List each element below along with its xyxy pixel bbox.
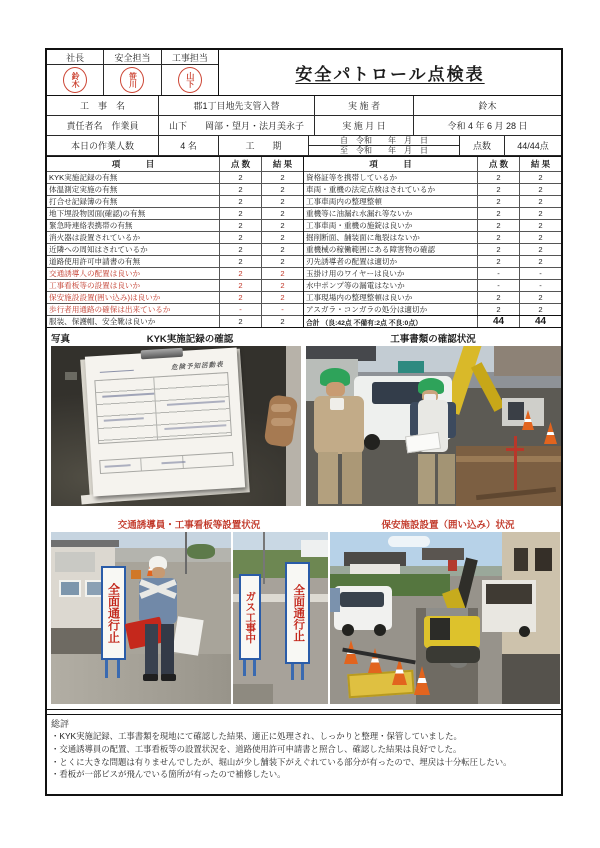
checklist-value: 44 (477, 316, 519, 327)
gas-work-sign-text: ガス工事中 (244, 590, 257, 644)
checklist-row (47, 207, 303, 219)
excavator-tracks (426, 646, 480, 663)
shoe (143, 674, 158, 681)
sign-leg (243, 660, 246, 676)
sign-leg (291, 664, 294, 680)
date-value: 令和 4 年 6 月 28 日 (447, 121, 528, 131)
checklist-value: 2 (261, 184, 303, 195)
shoe (161, 674, 176, 681)
photo-caption-documents: 工事書類の確認状況 (390, 334, 476, 345)
trench-soil (456, 446, 561, 506)
checklist-item-label: 工事看板等の設置は良いか (49, 281, 141, 290)
checklist-item-label: 水中ポンプ等の漏電はないか (306, 281, 405, 290)
project-name-value: 郡1丁目地先支管入替 (159, 96, 315, 115)
checklist-value: 2 (519, 304, 561, 315)
wall-shadow (502, 654, 560, 704)
checklist-item-label: KYK実施記録の有無 (49, 173, 118, 182)
wheel (364, 434, 380, 450)
gas-work-sign (239, 574, 261, 660)
checklist-value: 2 (477, 232, 519, 243)
checklist-value: - (477, 280, 519, 291)
checklist-value: 2 (261, 292, 303, 303)
photo-shape (330, 398, 344, 410)
photo-caption-kyk: KYK実施記録の確認 (146, 334, 234, 345)
kyk-paper-title: 危険予知活動表 (171, 361, 224, 372)
checklist-total-row (304, 315, 561, 327)
road-shadow (233, 684, 273, 704)
checklist-row (304, 195, 561, 207)
checklist-value: 2 (519, 232, 561, 243)
checklist-row (304, 279, 561, 291)
result-header: 結 果 (519, 157, 561, 171)
checklist-item-label: 工事車両内の整理整頓 (306, 197, 382, 206)
trench-edge (456, 456, 561, 462)
president-seal-stamp: 鈴木 (63, 67, 87, 93)
paper-footer-grid (99, 452, 234, 474)
header-row-project (47, 96, 561, 116)
checklist-value: 2 (519, 184, 561, 195)
road-closed-sign (285, 562, 310, 664)
stamp-label: 工事担当 (162, 50, 218, 65)
checklist-item-label: 工事現場内の整理整頓は良いか (306, 293, 413, 302)
sign-leg (117, 660, 120, 678)
period-dates (309, 136, 460, 155)
photo-caption-barricade: 保安施設設置（囲い込み）状況 (381, 520, 515, 531)
stamp-area (162, 65, 218, 95)
checklist-row (304, 291, 561, 303)
truck-cargo (486, 584, 532, 604)
checklist-item-label: 服装、保護帽、安全靴は良いか (49, 317, 156, 326)
checklist-value: 2 (477, 304, 519, 315)
checklist-row (47, 279, 303, 291)
checklist-item-label: 刃先誘導者の配置は適切か (306, 257, 398, 266)
checklist-value: - (519, 268, 561, 279)
building (494, 346, 561, 376)
window (514, 548, 528, 571)
result-header: 結 果 (261, 157, 303, 171)
period-to: 至 令和 年 月 日 (340, 145, 428, 155)
checklist-value: 2 (261, 316, 303, 327)
manager-value: 山下 岡部・望月・法月美永子 (159, 116, 315, 135)
checklist-item-label: 近隣への周知はされているか (49, 245, 148, 254)
sign-leg (105, 660, 108, 678)
project-name-label: 工 事 名 (47, 96, 159, 115)
checklist-left-rows (47, 171, 303, 327)
excavator-roof (426, 608, 468, 616)
photo-shape (65, 372, 77, 380)
road-closed-sign (101, 566, 126, 660)
checklist-value: 2 (477, 196, 519, 207)
checklist-value: 2 (261, 220, 303, 231)
stamp-col-construction (162, 50, 218, 95)
checklist-value: 2 (261, 196, 303, 207)
item-header: 項 目 (111, 159, 155, 169)
checklist-value: 2 (219, 220, 261, 231)
roof (422, 548, 464, 560)
checklist-value: 2 (219, 280, 261, 291)
checklist-item-label: 保安施設設置(囲い込み)は良いか (49, 293, 161, 302)
checklist-item-label: 重機械の稼働範囲にある障害物の確認 (306, 245, 436, 254)
checklist-value: 2 (219, 256, 261, 267)
conductor-value: 鈴木 (478, 101, 497, 111)
header-row-workers (47, 136, 561, 156)
checklist-value: - (519, 280, 561, 291)
checklist-row (47, 219, 303, 231)
checklist-item-label: 歩行者用通路の確保は出来ているか (49, 305, 171, 314)
checklist-value: 2 (219, 232, 261, 243)
checklist-left (47, 157, 304, 327)
photo-shape (448, 560, 457, 571)
checklist-row (304, 255, 561, 267)
checklist-item-label: 体温測定実施の有無 (49, 185, 118, 194)
clipboard-clip (141, 348, 183, 360)
checklist-value: 2 (261, 280, 303, 291)
worker2-leg (418, 454, 435, 504)
finger (271, 418, 293, 426)
checklist-value: 2 (519, 292, 561, 303)
checklist-row (47, 303, 303, 315)
checklist-value: 2 (219, 184, 261, 195)
checklist-item-label: 工事車両・重機の施錠は良いか (306, 221, 413, 230)
checklist-item-label: 交通誘導人の配置は良いか (49, 269, 141, 278)
kyk-paper (85, 347, 245, 496)
checklist-row (304, 243, 561, 255)
safety-seal-stamp: 笹川 (120, 67, 144, 93)
checklist-row (47, 243, 303, 255)
photo-section (47, 328, 561, 710)
checklist-row (47, 231, 303, 243)
checklist-value: 2 (219, 268, 261, 279)
checklist-value: 2 (261, 172, 303, 183)
photo-shape (100, 370, 134, 373)
checklist-value: 2 (219, 196, 261, 207)
guard-leg (145, 624, 158, 676)
checklist-row (304, 171, 561, 183)
stamp-col-safety (104, 50, 161, 95)
white-flag (172, 616, 203, 656)
checklist-value: 2 (519, 220, 561, 231)
form-header (47, 50, 561, 96)
photo-signs (233, 532, 328, 704)
checklist-value: 2 (219, 208, 261, 219)
utility-pole (263, 532, 265, 584)
checklist-value: 2 (477, 184, 519, 195)
page-title: 安全パトロール点検表 (295, 65, 485, 84)
checklist-value: 2 (519, 196, 561, 207)
checklist-left-header (47, 157, 303, 171)
checklist-item-label: 掘削断面、舗装面に亀裂はないか (306, 233, 420, 242)
photo-caption-traffic: 交通誘導員・工事看板等設置状況 (117, 520, 261, 531)
stamp-area (104, 65, 160, 95)
window (398, 361, 424, 373)
checklist-row (47, 267, 303, 279)
photo-kyk-record (51, 346, 301, 506)
workers-value: 4 名 (159, 136, 219, 155)
guard-face (152, 567, 165, 578)
checklist-value: 2 (261, 208, 303, 219)
checklist-value: - (219, 304, 261, 315)
score-header: 点 数 (477, 157, 519, 171)
wheel (374, 624, 386, 636)
checklist-item-label: 重機等に油漏れ水漏れ等ないか (306, 209, 413, 218)
worker1-face (326, 382, 345, 397)
wheel (342, 624, 354, 636)
excavator-window (430, 618, 450, 640)
photo-shape (506, 448, 524, 451)
score-label: 点数 (460, 136, 505, 155)
handwriting-mark (164, 424, 226, 430)
photo-document-check (306, 346, 561, 506)
workers-label: 本日の作業人数 (47, 136, 159, 155)
road (51, 654, 231, 704)
handwriting-mark (104, 417, 144, 421)
marker-pole (514, 436, 517, 490)
window (59, 580, 81, 597)
cab-window (508, 402, 524, 420)
checklist-item-label: 打合せ記録簿の有無 (49, 197, 118, 206)
checklist-value: 2 (261, 244, 303, 255)
distant-machine (131, 570, 141, 579)
checklist-value: 2 (219, 292, 261, 303)
checklist-value: 2 (519, 244, 561, 255)
checklist-value: 2 (519, 172, 561, 183)
checklist-value: - (261, 304, 303, 315)
guard-leg (161, 624, 174, 676)
paper-table-grid (94, 372, 232, 444)
finger (271, 404, 291, 412)
checklist-item-label: 消火器は設置されているか (49, 233, 141, 242)
traffic-cone (544, 422, 557, 444)
checklist-value: 2 (219, 316, 261, 327)
checklist-table (47, 156, 561, 328)
sign-leg (301, 664, 304, 680)
checklist-value: 2 (219, 244, 261, 255)
checklist-row (47, 195, 303, 207)
stamp-col-president (47, 50, 104, 95)
sign-leg (253, 660, 256, 676)
checklist-right-rows (304, 171, 561, 327)
construction-seal-stamp: 山下 (178, 67, 202, 93)
summary-label: 総評 (51, 719, 70, 729)
distant-worker (330, 588, 340, 612)
stamp-label: 社長 (47, 50, 103, 65)
van-window (340, 592, 384, 607)
worker1-leg (342, 452, 362, 504)
photo-barricade (330, 532, 560, 704)
photo-section-label: 写真 (51, 334, 71, 345)
checklist-row (304, 219, 561, 231)
photo-shape (153, 378, 158, 440)
roof (51, 540, 119, 547)
checklist-value: 44 (519, 316, 561, 327)
manager-label: 責任者名 作業員 (47, 116, 159, 135)
checklist-row (47, 291, 303, 303)
score-header: 点 数 (219, 157, 261, 171)
checklist-row (304, 303, 561, 315)
checklist-item-label: 道路使用許可申請書の有無 (49, 257, 141, 266)
checklist-value: - (477, 268, 519, 279)
road-closed-sign-text: 全面通行止 (106, 583, 121, 643)
item-header: 項 目 (369, 159, 412, 169)
checklist-item-label: 合計 （良:42点 不備有:2点 不良:0点） (306, 319, 422, 327)
utility-pole (185, 532, 187, 574)
photo-traffic-guard (51, 532, 231, 704)
checklist-row (304, 231, 561, 243)
summary-line: ・看板が一部ビスが飛んでいる箇所が有ったので補修したい。 (51, 769, 286, 780)
checklist-right (304, 157, 561, 327)
checklist-item-label: 地下埋設物図面(確認)の有無 (49, 209, 146, 218)
window (535, 548, 552, 571)
checklist-value: 2 (219, 172, 261, 183)
checklist-item-label: 玉掛け用のワイヤーは良いか (306, 269, 405, 278)
summary-lines (51, 730, 557, 781)
checklist-value: 2 (477, 220, 519, 231)
summary-line: ・交通誘導員の配置、工事看板等の設置状況を、道路使用許可申請書と照合し、確認した結果は良好でした。 (51, 743, 462, 754)
summary-line: ・とくに大きな問題は有りませんでしたが、堀山が少し舗装下がえぐれている部分が有ったので、埋戻は十分転圧したい。 (51, 756, 512, 767)
checklist-value: 2 (519, 208, 561, 219)
safety-patrol-form (45, 48, 563, 796)
tree (187, 544, 215, 559)
road-closed-sign-text: 全面通行止 (292, 584, 305, 642)
checklist-right-header (304, 157, 561, 171)
checklist-row (47, 315, 303, 327)
checklist-value: 2 (519, 256, 561, 267)
checklist-value: 2 (261, 256, 303, 267)
checklist-row (304, 267, 561, 279)
checklist-row (47, 183, 303, 195)
truck (301, 540, 328, 557)
checklist-value: 2 (261, 268, 303, 279)
checklist-value: 2 (477, 208, 519, 219)
header-row-manager (47, 116, 561, 136)
handwriting-mark (105, 464, 131, 468)
worker1-leg (318, 452, 338, 504)
period-label: 工 期 (219, 136, 309, 155)
checklist-value: 2 (477, 244, 519, 255)
summary-line: ・KYK実施記録、工事書類を現地にて確認した結果、適正に処理され、しっかりと整理・保管していました。 (51, 731, 462, 741)
checklist-row (47, 171, 303, 183)
summary-section (47, 714, 561, 794)
photo-shape (140, 459, 142, 471)
checklist-value: 2 (477, 172, 519, 183)
lattice-fence (55, 552, 95, 572)
checklist-item-label: 緊急時連絡表携帯の有無 (49, 221, 133, 230)
checklist-item-label: 資格証等を携帯しているか (306, 173, 398, 182)
checklist-value: 2 (261, 232, 303, 243)
handwriting-mark (102, 393, 154, 398)
wheel (519, 626, 530, 637)
checklist-row (47, 255, 303, 267)
checklist-value: 2 (477, 256, 519, 267)
date-label: 実 施 月 日 (315, 116, 414, 135)
worker2-leg (438, 454, 455, 504)
checklist-row (304, 207, 561, 219)
checklist-item-label: アスガラ・コンガラの処分は適切か (306, 305, 428, 314)
checklist-value: 2 (477, 292, 519, 303)
score-value: 44/44点 (517, 141, 549, 151)
period-from: 自 令和 年 月 日 (309, 136, 459, 146)
cloud (388, 536, 430, 547)
stamp-area (47, 65, 103, 95)
approval-stamp-table (47, 50, 219, 95)
handwriting-mark (167, 400, 225, 406)
stamp-label: 安全担当 (104, 50, 160, 65)
checklist-item-label: 車両・重機の法定点検はされているか (306, 185, 436, 194)
conductor-label: 実 施 者 (315, 96, 414, 115)
checklist-row (304, 183, 561, 195)
